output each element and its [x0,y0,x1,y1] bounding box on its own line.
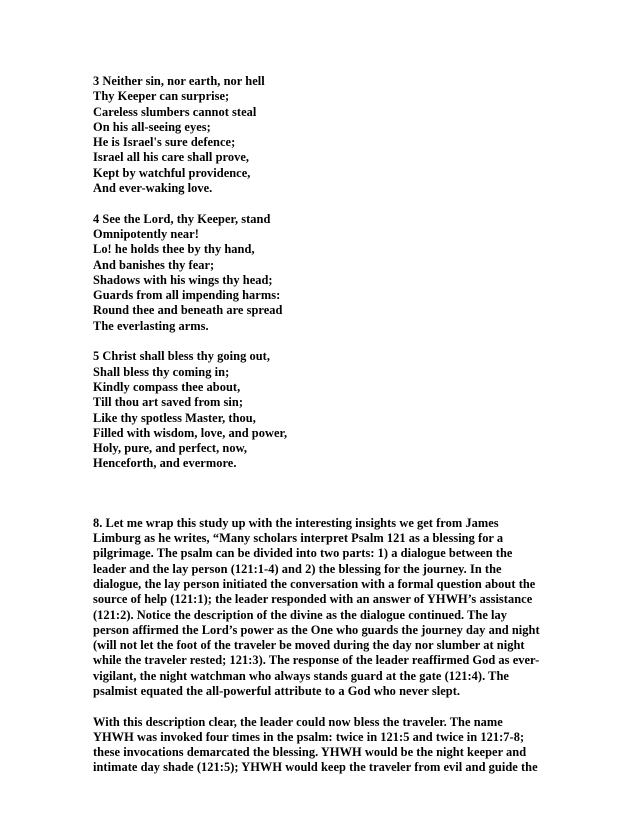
commentary-paragraph-8 [93,516,553,700]
paragraph-line: (121:2). Notice the description of the divine as the dialogue continued. The lay [93,607,508,622]
stanza-line: 5 Christ shall bless thy going out, [93,349,270,364]
stanza-line: Filled with wisdom, love, and power, [93,425,288,440]
stanza-line: Thy Keeper can surprise; [93,89,230,104]
paragraph-line: while the traveler rested; 121:3). The response of the leader reaffirmed God as ever- [93,653,540,668]
document-page [93,74,553,791]
stanza-line: The everlasting arms. [93,318,209,333]
stanza-line: Round thee and beneath are spread [93,303,283,318]
hymn-stanza-5 [93,349,553,471]
paragraph-line: pilgrimage. The psalm can be divided into two parts: 1) a dialogue between the [93,546,513,561]
stanza-line: Holy, pure, and perfect, now, [93,441,248,456]
paragraph-line: Limburg as he writes, “Many scholars interpret Psalm 121 as a blessing for a [93,531,504,546]
paragraph-line: vigilant, the night watchman who always stands guard at the gate (121:4). The [93,668,509,683]
stanza-line: Kindly compass thee about, [93,379,241,394]
paragraph-line: person affirmed the Lord’s power as the One who guards the journey day and night [93,622,540,637]
stanza-line: Kept by watchful providence, [93,165,251,180]
stanza-line: Careless slumbers cannot steal [93,104,257,119]
hymn-stanza-3 [93,74,553,196]
stanza-line: He is Israel's sure defence; [93,135,236,150]
paragraph-line: these invocations demarcated the blessing. YHWH would be the night keeper and [93,745,527,760]
stanza-line: Lo! he holds thee by thy hand, [93,242,255,257]
paragraph-line: leader and the lay person (121:1-4) and 2) the blessing for the journey. In the [93,561,502,576]
stanza-line: And banishes thy fear; [93,257,215,272]
stanza-line: On his all-seeing eyes; [93,119,211,134]
stanza-line: Shall bless thy coming in; [93,364,230,379]
stanza-line: And ever-waking love. [93,181,213,196]
stanza-line: 4 See the Lord, thy Keeper, stand [93,211,271,226]
stanza-line: Till thou art saved from sin; [93,395,244,410]
stanza-line: 3 Neither sin, nor earth, nor hell [93,74,265,88]
stanza-line: Like thy spotless Master, thou, [93,410,256,425]
stanza-line: Omnipotently near! [93,226,199,241]
stanza-line: Shadows with his wings thy head; [93,272,273,287]
hymn-stanza-4 [93,212,553,334]
paragraph-line: psalmist equated the all-powerful attribute to a God who never slept. [93,683,461,698]
paragraph-line: intimate day shade (121:5); YHWH would keep the traveler from evil and guide the [93,760,538,775]
paragraph-line: YHWH was invoked four times in the psalm: twice in 121:5 and twice in 121:7-8; [93,729,525,744]
stanza-line: Henceforth, and evermore. [93,456,237,471]
stanza-line: Israel all his care shall prove, [93,150,250,165]
paragraph-line: source of help (121:1); the leader responded with an answer of YHWH’s assistance [93,592,533,607]
paragraph-line: With this description clear, the leader could now bless the traveler. The name [93,714,503,729]
stanza-line: Guards from all impending harms: [93,288,281,303]
paragraph-line: 8. Let me wrap this study up with the interesting insights we get from James [93,515,499,530]
paragraph-line: (will not let the foot of the traveler be moved during the day nor slumber at night [93,638,525,653]
commentary-paragraph-blessing [93,715,553,776]
paragraph-line: dialogue, the lay person initiated the conversation with a formal question about the [93,576,536,591]
